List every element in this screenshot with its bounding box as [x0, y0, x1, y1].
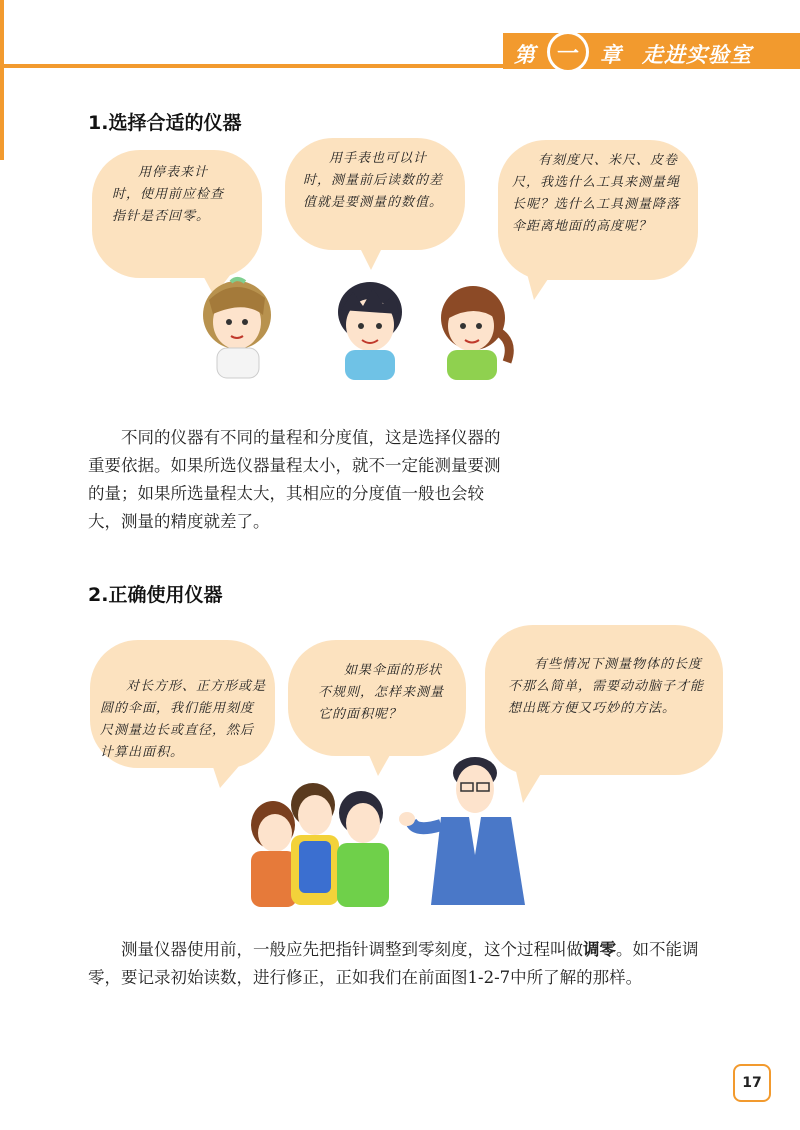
chapter-suffix: 章 — [600, 42, 622, 67]
section-title-1: 1.选择合适的仪器 — [88, 112, 242, 134]
girl-character — [203, 279, 271, 378]
chapter-title: 走进实验室 — [642, 42, 752, 67]
bubble-text-stopwatch: 用停表来计时，使用前应检查指针是否回零。 — [112, 165, 225, 224]
kids-illustration — [195, 270, 525, 385]
bubble-text-area: 对长方形、正方形或是圆的伞面，我们能用刻度尺测量边长或直径，然后计算出面积。 — [100, 679, 267, 760]
section-title-2: 2.正确使用仪器 — [88, 584, 223, 606]
chapter-prefix: 第 — [514, 42, 536, 67]
paragraph-part-1: 测量仪器使用前，一般应先把指针调整到零刻度，这个过程叫做 — [121, 940, 583, 959]
bubble-text-irregular: 如果伞面的形状不规则，怎样来测量它的面积呢？ — [318, 663, 445, 722]
term-zero-adjustment: 调零 — [583, 940, 616, 959]
section2-paragraph — [88, 936, 728, 992]
boy-character — [338, 282, 402, 380]
boy-green-character — [337, 791, 389, 907]
kids-teacher-illustration — [235, 755, 555, 915]
section2-paragraph-text — [88, 936, 728, 992]
chapter-number: 一 — [556, 40, 579, 67]
girl-ponytail-character — [441, 286, 509, 380]
section1-paragraph-text: 不同的仪器有不同的量程和分度值，这是选择仪器的重要依据。如果所选仪器量程太小，就不一定能测量要测的量；如果所选量程太大，其相应的分度值一般也会较大，测量的精度就差了。 — [88, 428, 501, 531]
page-number: 17 — [733, 1064, 771, 1102]
left-accent-rule — [0, 0, 4, 160]
paragraph-part-2: 。如不能调零，要记录初始读数，进行修正，正如我们在前面图1-2-7中所了解的那样。 — [88, 940, 699, 987]
boy-blue-character — [291, 783, 339, 905]
section1-paragraph — [88, 424, 508, 536]
girl-orange-character — [251, 801, 297, 907]
bubble-text-method: 有些情况下测量物体的长度不那么简单，需要动动脑子才能想出既方便又巧妙的方法。 — [508, 657, 705, 716]
bubble-text-ruler: 有刻度尺、米尺、皮卷尺，我选什么工具来测量绳长呢？选什么工具测量降落伞距离地面的高度呢？ — [512, 153, 681, 234]
chapter-number-badge — [547, 31, 589, 73]
teacher-character — [399, 757, 525, 905]
bubble-text-watch: 用手表也可以计时，测量前后读数的差值就是要测量的数值。 — [303, 151, 444, 210]
